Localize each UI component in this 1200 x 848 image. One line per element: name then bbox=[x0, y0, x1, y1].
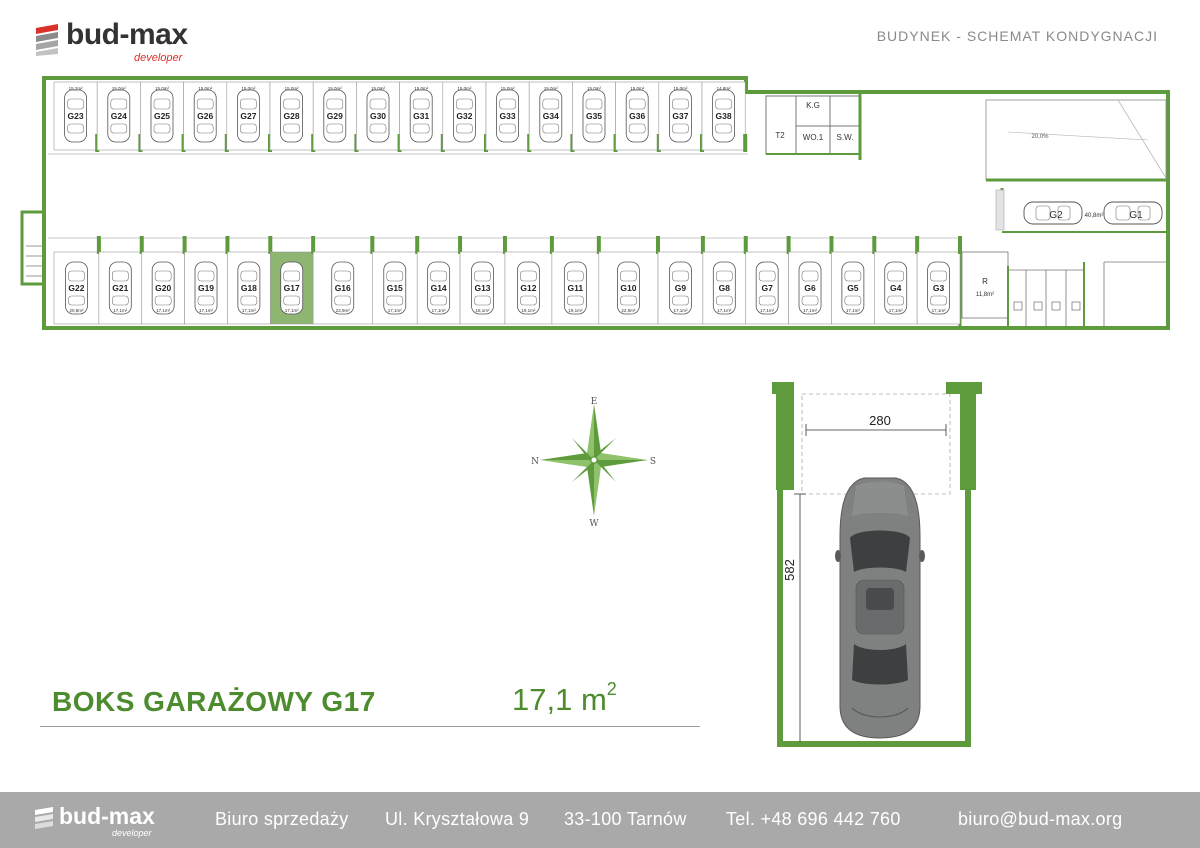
parking-space-g13[interactable] bbox=[460, 236, 507, 324]
parking-label: G10 bbox=[620, 283, 637, 293]
parking-area: 15,2m² bbox=[68, 86, 83, 91]
parking-area: 17,1m² bbox=[284, 308, 299, 313]
parking-area: 17,1m² bbox=[803, 308, 818, 313]
parking-label: G27 bbox=[240, 111, 257, 121]
footer-phone[interactable]: Tel. +48 696 442 760 bbox=[726, 809, 901, 829]
footer-email[interactable]: biuro@bud-max.org bbox=[958, 809, 1123, 829]
parking-label: G31 bbox=[413, 111, 430, 121]
parking-space-g33[interactable] bbox=[486, 82, 531, 152]
parking-space-g28[interactable] bbox=[270, 82, 315, 152]
parking-space-g31[interactable] bbox=[400, 82, 445, 152]
parking-label: G12 bbox=[520, 283, 537, 293]
parking-label: G25 bbox=[153, 111, 171, 121]
parking-space-g6[interactable] bbox=[789, 236, 834, 324]
parking-label: G8 bbox=[718, 283, 730, 293]
parking-space-g21[interactable] bbox=[99, 236, 144, 324]
parking-area: 17,1m² bbox=[888, 308, 903, 313]
parking-label: G5 bbox=[847, 283, 859, 293]
parking-label: G37 bbox=[672, 111, 689, 121]
plan-label-r: R bbox=[982, 277, 988, 286]
building-logo-icon bbox=[34, 22, 60, 56]
parking-area: 19,1m² bbox=[568, 308, 583, 313]
title-divider bbox=[40, 726, 700, 727]
parking-space-g23[interactable] bbox=[54, 82, 99, 152]
parking-label: G26 bbox=[197, 111, 214, 121]
parking-space-g24[interactable] bbox=[97, 82, 142, 152]
parking-label: G29 bbox=[326, 111, 343, 121]
parking-space-g15[interactable] bbox=[372, 236, 419, 324]
plan-label-g2-area: 40,8m² bbox=[1084, 213, 1104, 219]
detail-car bbox=[835, 478, 925, 738]
parking-space-g7[interactable] bbox=[746, 236, 791, 324]
parking-area: 15,0m² bbox=[673, 86, 688, 91]
detail-length-label: 582 bbox=[782, 559, 797, 581]
parking-area: 22,9m² bbox=[621, 308, 636, 313]
parking-area: 15,0m² bbox=[284, 86, 299, 91]
parking-area: 17,1m² bbox=[431, 308, 446, 313]
parking-label: G17 bbox=[283, 283, 300, 293]
plan-label-r-area: 11,8m² bbox=[975, 292, 995, 298]
plan-ramp bbox=[986, 100, 1166, 180]
footer-logo-text: bud-max bbox=[59, 803, 155, 829]
compass-label-n: N bbox=[531, 457, 539, 467]
parking-label: G32 bbox=[456, 111, 473, 121]
logo-text: bud-max bbox=[66, 18, 188, 51]
logo-subtitle: developer bbox=[134, 52, 183, 64]
parking-label: G16 bbox=[334, 283, 351, 293]
parking-area: 17,1m² bbox=[156, 308, 171, 313]
parking-area: 17,1m² bbox=[387, 308, 402, 313]
compass-label-w: W bbox=[589, 519, 599, 528]
parking-area: 19,1m² bbox=[521, 308, 536, 313]
parking-label: G35 bbox=[585, 111, 603, 121]
plan-label-kg: K.G bbox=[806, 101, 820, 110]
parking-label: G22 bbox=[68, 283, 85, 293]
page-title: BUDYNEK - SCHEMAT KONDYGNACJI bbox=[876, 28, 1158, 44]
plan-room-stairs bbox=[766, 96, 796, 154]
parking-label: G20 bbox=[155, 283, 172, 293]
parking-space-g36[interactable] bbox=[616, 82, 661, 152]
parking-space-g34[interactable] bbox=[529, 82, 574, 152]
parking-area: 17,1m² bbox=[717, 308, 732, 313]
footer-logo[interactable] bbox=[34, 804, 164, 838]
parking-area: 15,0m² bbox=[543, 86, 558, 91]
parking-label: G9 bbox=[674, 283, 687, 293]
parking-space-g16[interactable] bbox=[313, 236, 374, 324]
parking-area: 15,0m² bbox=[630, 86, 645, 91]
parking-label: G33 bbox=[499, 111, 516, 121]
parking-area: 17,1m² bbox=[199, 308, 214, 313]
parking-area: 15,0m² bbox=[414, 86, 429, 91]
parking-area: 18,1m² bbox=[475, 308, 490, 313]
parking-space-g5[interactable] bbox=[831, 236, 876, 324]
compass-label-e: E bbox=[590, 397, 598, 407]
plan-entrance-wall bbox=[22, 212, 44, 284]
parking-label: G38 bbox=[715, 111, 732, 121]
footer bbox=[0, 792, 1200, 848]
parking-area: 15,0m² bbox=[457, 86, 472, 91]
parking-space-g30[interactable] bbox=[356, 82, 401, 152]
parking-area: 15,0m² bbox=[586, 86, 602, 91]
parking-space-g20[interactable] bbox=[142, 236, 187, 324]
parking-area: 15,0m² bbox=[111, 86, 126, 91]
plan-label-t2: T2 bbox=[775, 131, 785, 140]
garage-box-area-sup: 2 bbox=[606, 678, 617, 699]
parking-area: 14,8m² bbox=[716, 86, 731, 91]
parking-space-g12[interactable] bbox=[505, 236, 554, 324]
parking-space-g10[interactable] bbox=[599, 236, 660, 324]
parking-area: 22,9m² bbox=[335, 308, 350, 313]
parking-label: G3 bbox=[932, 283, 945, 293]
parking-label: G28 bbox=[283, 111, 300, 121]
plan-label-ramp-slope: 20,0% bbox=[1031, 134, 1049, 140]
parking-label: G19 bbox=[197, 283, 215, 293]
parking-label: G13 bbox=[474, 283, 491, 293]
plan-label-g1: G1 bbox=[1129, 210, 1143, 221]
parking-label: G18 bbox=[240, 283, 257, 293]
parking-label: G14 bbox=[430, 283, 447, 293]
garage-detail bbox=[770, 380, 990, 750]
parking-area: 15,0m² bbox=[500, 86, 515, 91]
parking-space-g11[interactable] bbox=[552, 236, 601, 324]
parking-label: G6 bbox=[804, 283, 816, 293]
parking-space-g26[interactable] bbox=[184, 82, 229, 152]
parking-label: G30 bbox=[369, 111, 387, 121]
parking-space-g18[interactable] bbox=[227, 236, 272, 324]
header-logo[interactable] bbox=[34, 20, 204, 64]
floor-plan bbox=[18, 70, 1182, 338]
plan-label-wo: WO.1 bbox=[802, 133, 824, 142]
parking-area: 15,0m² bbox=[154, 86, 170, 91]
parking-area: 15,0m² bbox=[327, 86, 342, 91]
compass-rose bbox=[528, 392, 660, 528]
footer-street: Ul. Kryształowa 9 bbox=[385, 809, 530, 829]
footer-office: Biuro sprzedaży bbox=[215, 809, 349, 829]
parking-area: 17,1m² bbox=[113, 308, 128, 313]
plan-room-small bbox=[830, 96, 860, 126]
parking-space-g4[interactable] bbox=[874, 236, 919, 324]
parking-area: 15,0m² bbox=[198, 86, 213, 91]
footer-city: 33-100 Tarnów bbox=[564, 809, 687, 829]
building-logo-icon bbox=[34, 806, 54, 832]
parking-area: 17,1m² bbox=[760, 308, 775, 313]
parking-space-g14[interactable] bbox=[417, 236, 462, 324]
parking-space-g37[interactable] bbox=[659, 82, 704, 152]
parking-area: 17,1m² bbox=[241, 308, 256, 313]
parking-space-g27[interactable] bbox=[227, 82, 272, 152]
garage-box-area-value: 17,1 m bbox=[512, 682, 607, 717]
garage-box-area bbox=[512, 678, 617, 718]
parking-area: 15,0m² bbox=[241, 86, 256, 91]
detail-width-label: 280 bbox=[869, 413, 891, 428]
parking-label: G24 bbox=[110, 111, 127, 121]
footer-logo-subtitle: developer bbox=[112, 828, 152, 838]
parking-space-g8[interactable] bbox=[703, 236, 748, 324]
parking-space-g3[interactable] bbox=[917, 236, 962, 324]
parking-area: 17,1m² bbox=[673, 308, 688, 313]
parking-label: G15 bbox=[386, 283, 403, 293]
plan-label-g2: G2 bbox=[1049, 210, 1063, 221]
parking-area: 20,8m² bbox=[69, 308, 84, 313]
parking-label: G34 bbox=[542, 111, 559, 121]
parking-space-g35[interactable] bbox=[572, 82, 617, 152]
plan-label-sw: S.W. bbox=[836, 133, 854, 142]
parking-label: G23 bbox=[67, 111, 84, 121]
compass-label-s: S bbox=[649, 457, 657, 467]
parking-area: 17,1m² bbox=[845, 308, 860, 313]
parking-label: G11 bbox=[567, 283, 584, 293]
parking-space-g19[interactable] bbox=[185, 236, 230, 324]
parking-area: 15,0m² bbox=[370, 86, 386, 91]
garage-box-title: BOKS GARAŻOWY G17 bbox=[52, 686, 376, 717]
parking-label: G36 bbox=[629, 111, 646, 121]
parking-label: G4 bbox=[890, 283, 902, 293]
parking-space-g29[interactable] bbox=[313, 82, 358, 152]
parking-label: G21 bbox=[112, 283, 129, 293]
parking-label: G7 bbox=[761, 283, 773, 293]
parking-space-g9[interactable] bbox=[658, 236, 705, 324]
parking-space-g25[interactable] bbox=[140, 82, 185, 152]
parking-space-g32[interactable] bbox=[443, 82, 488, 152]
parking-space-g22[interactable] bbox=[54, 236, 101, 324]
parking-area: 17,1m² bbox=[931, 308, 946, 313]
parking-space-g38[interactable] bbox=[702, 82, 747, 152]
parking-space-g17[interactable] bbox=[270, 236, 315, 324]
